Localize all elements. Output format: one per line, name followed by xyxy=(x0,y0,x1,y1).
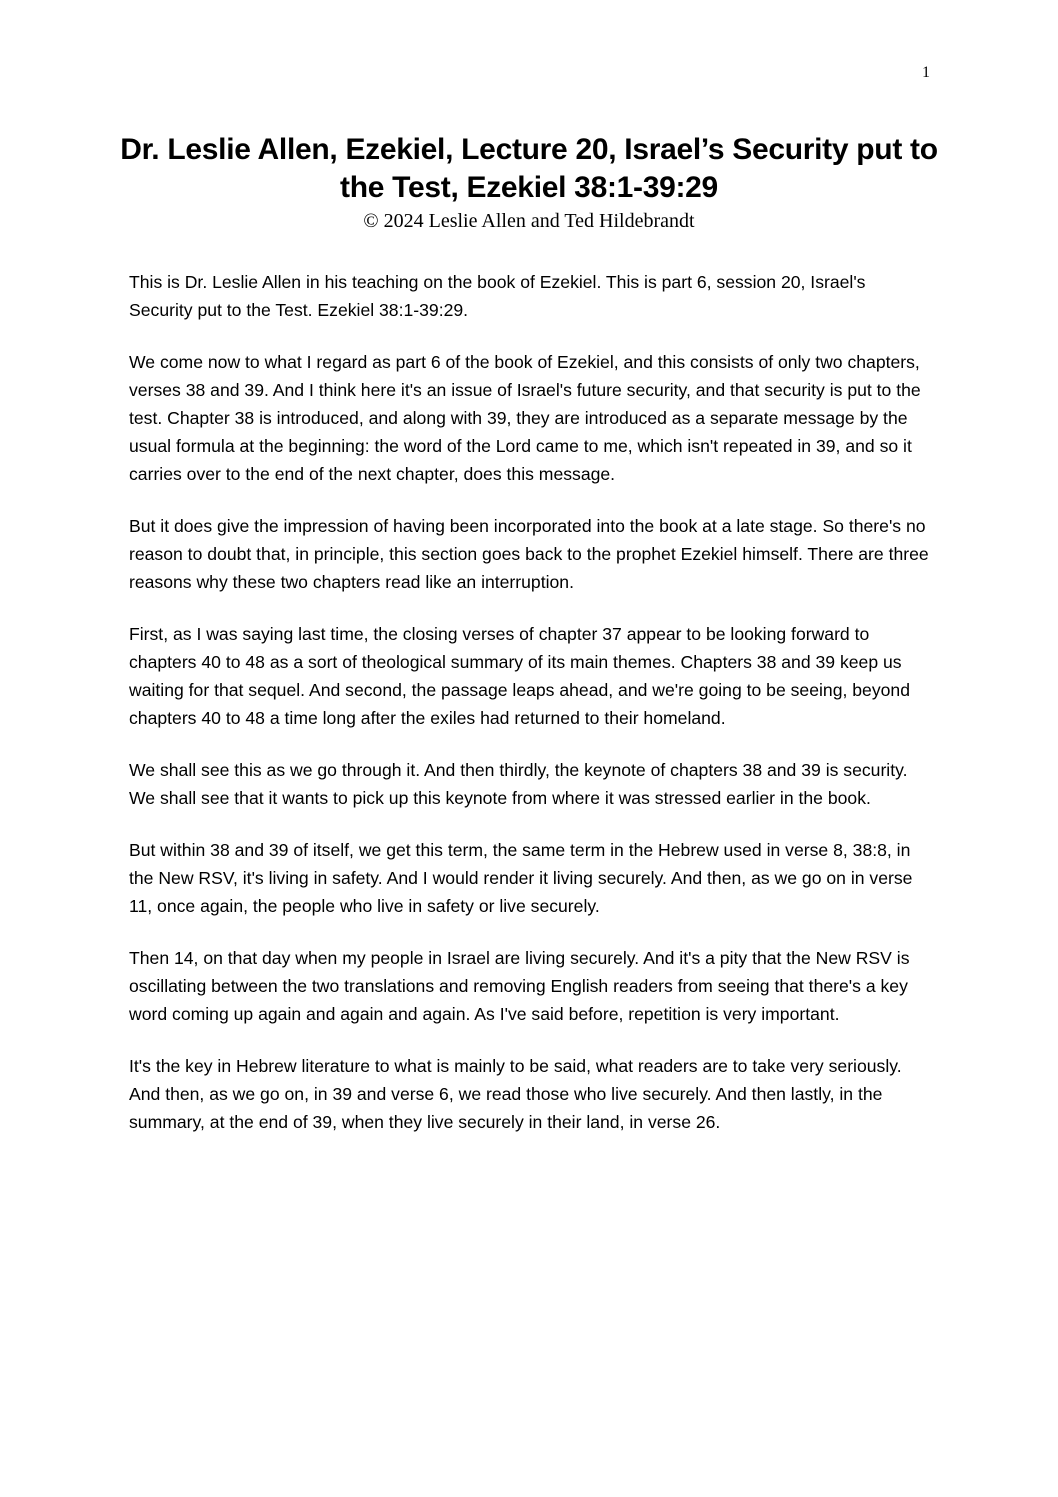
paragraph: Then 14, on that day when my people in Israel are living securely. And it's a pity that the New RSV is oscillating between the two translations and removing English readers from seeing that there's a key word coming up again and again and again. As I've said before, repetition is very important. xyxy=(129,948,910,1024)
paragraph: But within 38 and 39 of itself, we get this term, the same term in the Hebrew used in verse 8, 38:8, in the New RSV, it's living in safety. And I would render it living securely. And then, as we go on in verse 11, once again, the people who live in safety or live securely. xyxy=(129,840,913,916)
copyright-line: © 2024 Leslie Allen and Ted Hildebrandt xyxy=(363,210,695,232)
page-title: Dr. Leslie Allen, Ezekiel, Lecture 20, Israel’s Security put to the Test, Ezekiel 38:1-39:29 xyxy=(120,133,938,204)
paragraph: It's the key in Hebrew literature to what is mainly to be said, what readers are to take very seriously. And then, as we go on, in 39 and verse 6, we read those who live securely. And then lastly, in the summary, at the end of 39, when they live securely in their land, in verse 26. xyxy=(129,1056,902,1132)
paragraph: But it does give the impression of having been incorporated into the book at a late stage. So there's no reason to doubt that, in principle, this section goes back to the prophet Ezekiel himself. There are three reasons why these two chapters read like an interruption. xyxy=(129,516,929,592)
paragraph: This is Dr. Leslie Allen in his teaching on the book of Ezekiel. This is part 6, session 20, Israel's Security put to the Test. Ezekiel 38:1-39:29. xyxy=(129,272,866,320)
paragraph: We come now to what I regard as part 6 of the book of Ezekiel, and this consists of only two chapters, verses 38 and 39. And I think here it's an issue of Israel's future security, and that security is put to the test. Chapter 38 is introduced, and along with 39, they are introduced as a separate message by the usual formula at the beginning: the word of the Lord came to me, which isn't repeated in 39, and so it carries over to the end of the next chapter, does this message. xyxy=(129,352,921,484)
page-number: 1 xyxy=(922,64,930,81)
paragraph: We shall see this as we go through it. And then thirdly, the keynote of chapters 38 and 39 is security. We shall see that it wants to pick up this keynote from where it was stressed earlier in the book. xyxy=(129,760,908,808)
document-body xyxy=(129,268,931,1160)
document-header xyxy=(100,131,958,233)
paragraph: First, as I was saying last time, the closing verses of chapter 37 appear to be looking forward to chapters 40 to 48 as a sort of theological summary of its main themes. Chapters 38 and 39 keep us waiting for that sequel. And second, the passage leaps ahead, and we're going to be seeing, beyond chapters 40 to 48 a time long after the exiles had returned to their homeland. xyxy=(129,624,910,728)
